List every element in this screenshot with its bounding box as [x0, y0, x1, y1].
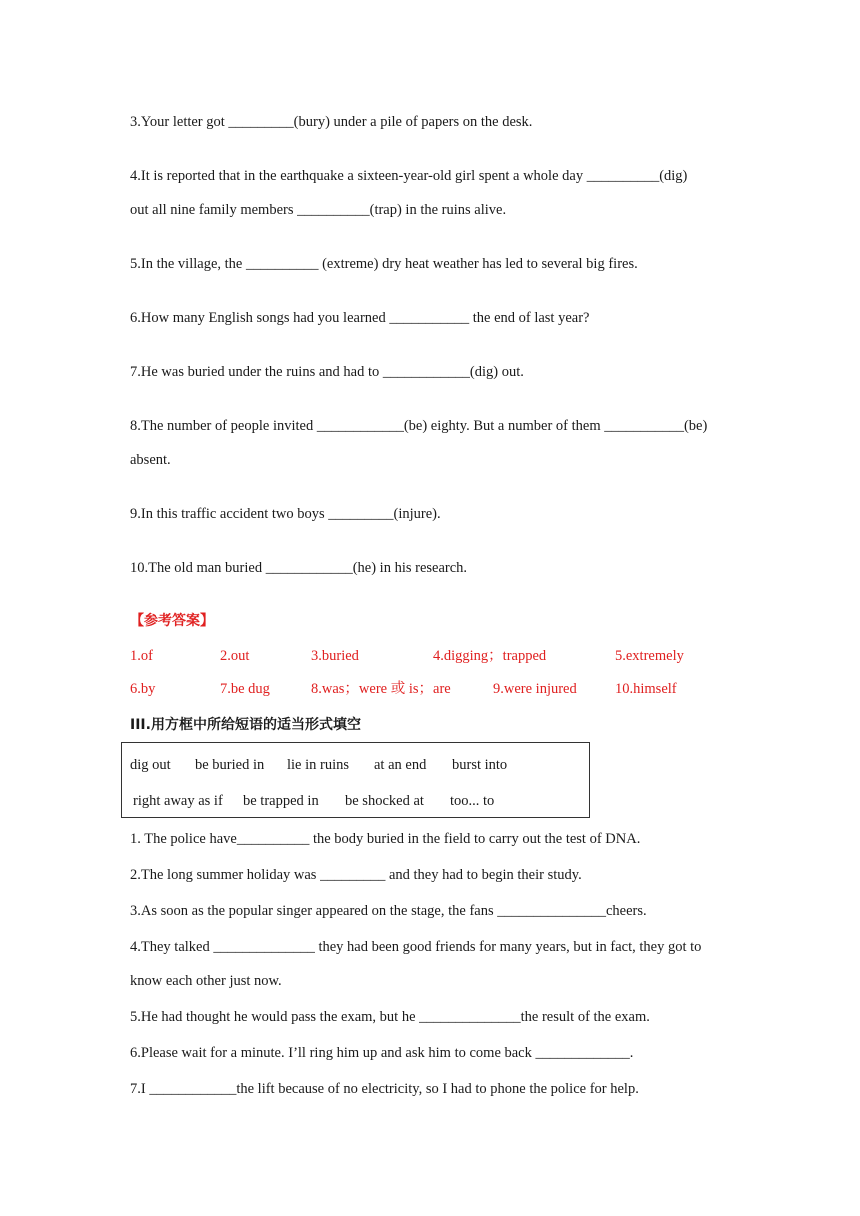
- answer-item: 9.were injured: [493, 681, 577, 697]
- exercise-line: out all nine family members __________(trap) in the ruins alive.: [130, 202, 507, 218]
- exercise-line: 5.In the village, the __________ (extreme) dry heat weather has led to several big fires.: [130, 256, 638, 272]
- exercise-line: 8.The number of people invited ____________(be) eighty. But a number of them ___________(be): [130, 418, 708, 434]
- exercise-line: 1. The police have__________ the body buried in the field to carry out the test of DNA.: [130, 831, 641, 847]
- phrase-item: too... to: [450, 793, 495, 809]
- phrase-item: right away as if: [133, 793, 223, 809]
- phrase-item: at an end: [374, 757, 427, 773]
- answer-item: 8.was；were 或 is；are: [311, 681, 451, 697]
- answer-item: 4.digging；trapped: [433, 648, 547, 664]
- exercise-line: 9.In this traffic accident two boys _________(injure).: [130, 506, 441, 522]
- answer-item: 5.extremely: [615, 648, 684, 664]
- exercise-line: 10.The old man buried ____________(he) in his research.: [130, 560, 468, 576]
- phrase-item: be trapped in: [243, 793, 319, 809]
- exercise-line: 7.He was buried under the ruins and had to ____________(dig) out.: [130, 364, 524, 380]
- phrase-box: [121, 742, 590, 818]
- answer-item: 7.be dug: [220, 681, 270, 697]
- answer-item: 2.out: [220, 648, 250, 664]
- phrase-item: be buried in: [195, 757, 265, 773]
- answer-item: 3.buried: [311, 648, 359, 664]
- exercise-line: 4.It is reported that in the earthquake a sixteen-year-old girl spent a whole day __________(dig): [130, 168, 688, 184]
- phrase-item: dig out: [130, 757, 171, 773]
- phrase-item: be shocked at: [345, 793, 424, 809]
- exercise-line: 3.As soon as the popular singer appeared on the stage, the fans _______________cheers.: [130, 903, 647, 919]
- exercise-line: absent.: [130, 452, 171, 468]
- answer-item: 1.of: [130, 648, 153, 664]
- exercise-line: 4.They talked ______________ they had been good friends for many years, but in fact, they got to: [130, 939, 702, 955]
- exercise-line: 3.Your letter got _________(bury) under a pile of papers on the desk.: [130, 114, 533, 130]
- phrase-item: lie in ruins: [287, 757, 350, 773]
- answer-heading: 【参考答案】: [130, 613, 214, 629]
- exercise-line: 6.How many English songs had you learned ___________ the end of last year?: [130, 310, 590, 326]
- answer-item: 10.himself: [615, 681, 677, 697]
- phrase-item: burst into: [452, 757, 508, 773]
- exercise-line: 2.The long summer holiday was _________ and they had to begin their study.: [130, 867, 582, 883]
- exercise-line: know each other just now.: [130, 973, 282, 989]
- answer-item: 6.by: [130, 681, 156, 697]
- section-title: III.用方框中所给短语的适当形式填空: [130, 717, 361, 733]
- exercise-line: 6.Please wait for a minute. I’ll ring him up and ask him to come back _____________.: [130, 1045, 634, 1061]
- exercise-line: 5.He had thought he would pass the exam, but he ______________the result of the exam.: [130, 1009, 650, 1025]
- exercise-line: 7.I ____________the lift because of no electricity, so I had to phone the police for help.: [130, 1081, 639, 1097]
